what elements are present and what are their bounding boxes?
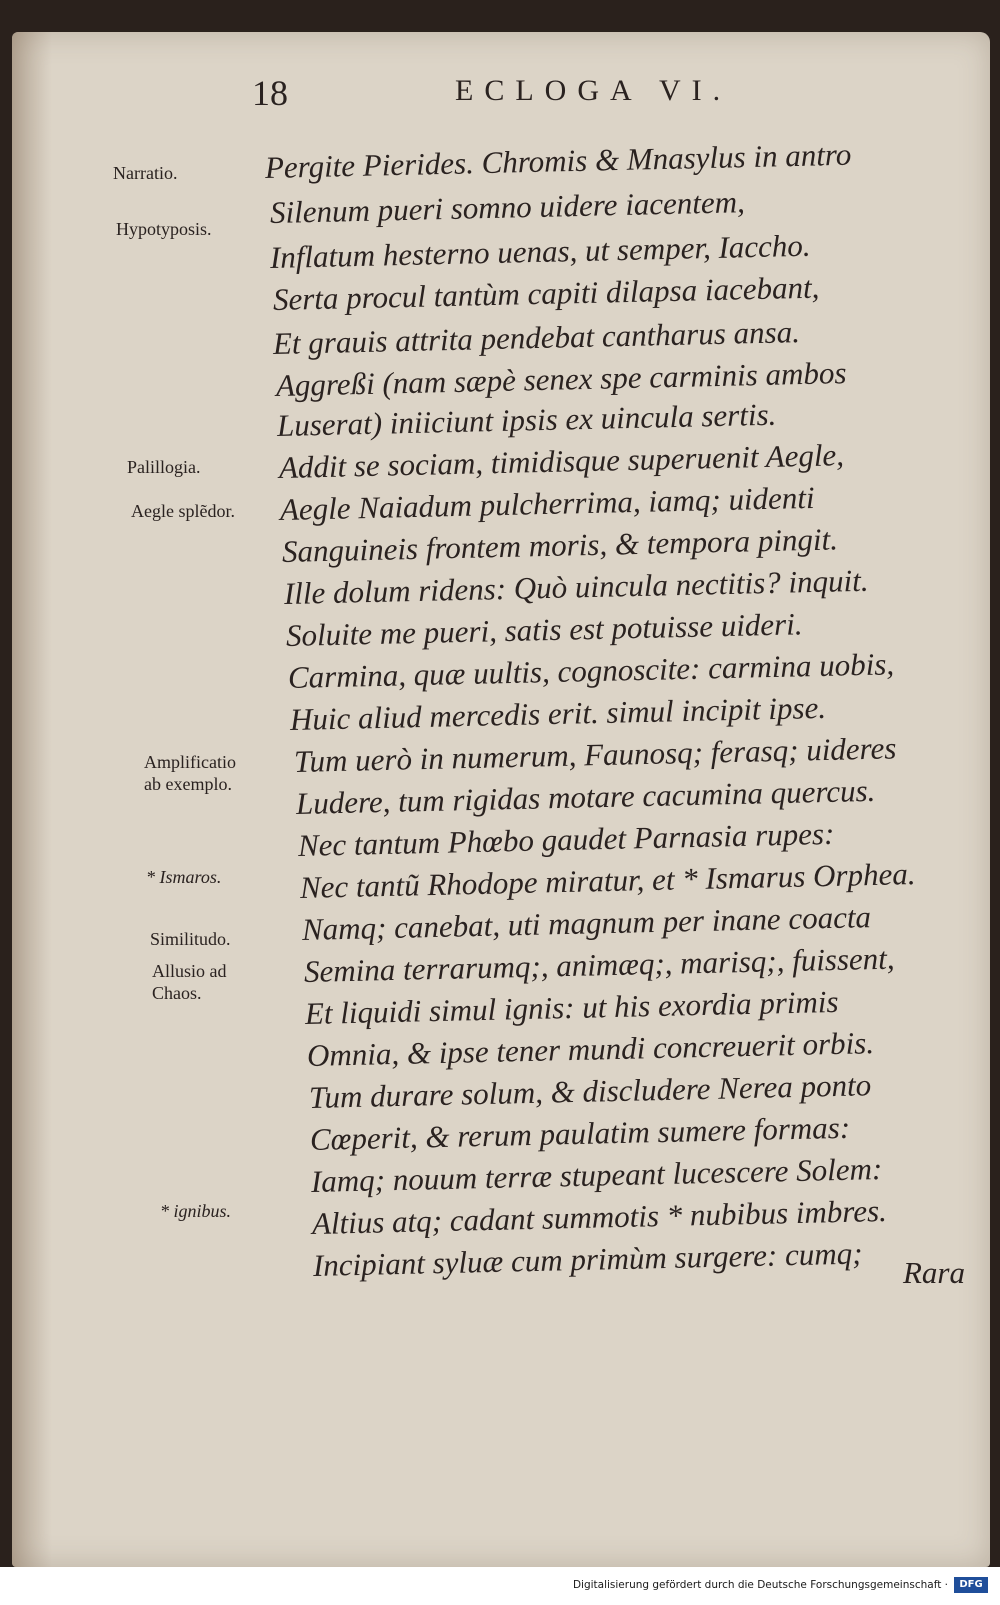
verse-line: Aggreßi (nam sæpè senex spe carminis ambos (275, 355, 847, 403)
verse-line: Omnia, & ipse tener mundi concreuerit orbis. (306, 1025, 875, 1073)
verse-line: Serta procul tantùm capiti dilapsa iacebant, (272, 269, 820, 317)
verse-line: Iamq; nouum terræ stupeant lucescere Solem: (310, 1151, 883, 1199)
footer-credit: Digitalisierung gefördert durch die Deutsche Forschungsgemeinschaft · (572, 1579, 948, 1591)
margin-note-allusio: Allusio ad Chaos. (152, 961, 227, 1003)
running-head: ECLOGA VI. (455, 74, 732, 107)
margin-note-narratio: Narratio. (113, 163, 178, 183)
verse-line: Inflatum hesterno uenas, ut semper, Iaccho. (269, 227, 811, 275)
page-header (0, 72, 1000, 132)
verse-line: Huic aliud mercedis erit. simul incipit ipse. (289, 689, 827, 737)
verse-line: Luserat) iniiciunt ipsis ex uincula sertis. (276, 396, 777, 443)
verse-line: Incipiant syluæ cum primùm surgere: cumq; (312, 1235, 863, 1283)
verse-line: Et liquidi simul ignis: ut his exordia primis (304, 983, 839, 1031)
verse-line: Et grauis attrita pendebat cantharus ansa. (272, 314, 801, 361)
verse-line: Altius atq; cadant summotis * nubibus imbres. (311, 1192, 888, 1241)
page-gutter-shadow (12, 32, 52, 1567)
verse-line: Nec tantũ Rhodope miratur, et * Ismarus Orphea. (299, 856, 916, 905)
margin-note-aegle: Aegle splẽdor. (131, 501, 235, 521)
verse-line: Namq; canebat, uti magnum per inane coacta (301, 899, 872, 947)
page-number: 18 (252, 73, 288, 113)
footer-bar (0, 1567, 1000, 1605)
verse-line: Aegle Naiadum pulcherrima, iamq; uidenti (279, 479, 815, 527)
verse-line: Addit se sociam, timidisque superuenit Aegle, (278, 437, 845, 485)
verse-line: Pergite Pierides. Chromis & Mnasylus in antro (264, 136, 852, 185)
margin-note-palillogia: Palillogia. (127, 457, 201, 477)
dfg-logo-icon: DFG (954, 1577, 988, 1593)
margin-note-similitudo: Similitudo. (150, 929, 231, 949)
verse-line: Tum durare solum, & discludere Nerea ponto (308, 1067, 872, 1115)
verse-line: Ludere, tum rigidas motare cacumina quercus. (295, 772, 876, 821)
margin-note-hypotyposis: Hypotyposis. (116, 219, 212, 239)
catchword: Rara (903, 1255, 965, 1290)
verse-line: Semina terrarumq;, animæq;, marisq;, fuissent, (303, 940, 895, 989)
margin-note-amplificatio: Amplificatio ab exemplo. (144, 752, 236, 794)
margin-note-ismaros: * Ismaros. (146, 867, 222, 887)
verse-line: Cœperit, & rerum paulatim sumere formas: (309, 1109, 851, 1157)
verse-line: Carmina, quæ uultis, cognoscite: carmina uobis, (287, 646, 895, 695)
verse-line: Nec tantum Phœbo gaudet Parnasia rupes: (297, 815, 835, 863)
verse-line: Soluite me pueri, satis est potuisse uideri. (285, 606, 803, 653)
verse-line: Sanguineis frontem moris, & tempora pingit. (281, 521, 839, 569)
verse-line: Tum uerò in numerum, Faunosq; ferasq; uideres (293, 730, 897, 779)
margin-note-ignibus: * ignibus. (160, 1201, 232, 1221)
verse-line: Ille dolum ridens: Quò uincula nectitis? inquit. (283, 562, 869, 611)
verse-line: Silenum pueri somno uidere iacentem, (269, 184, 746, 230)
